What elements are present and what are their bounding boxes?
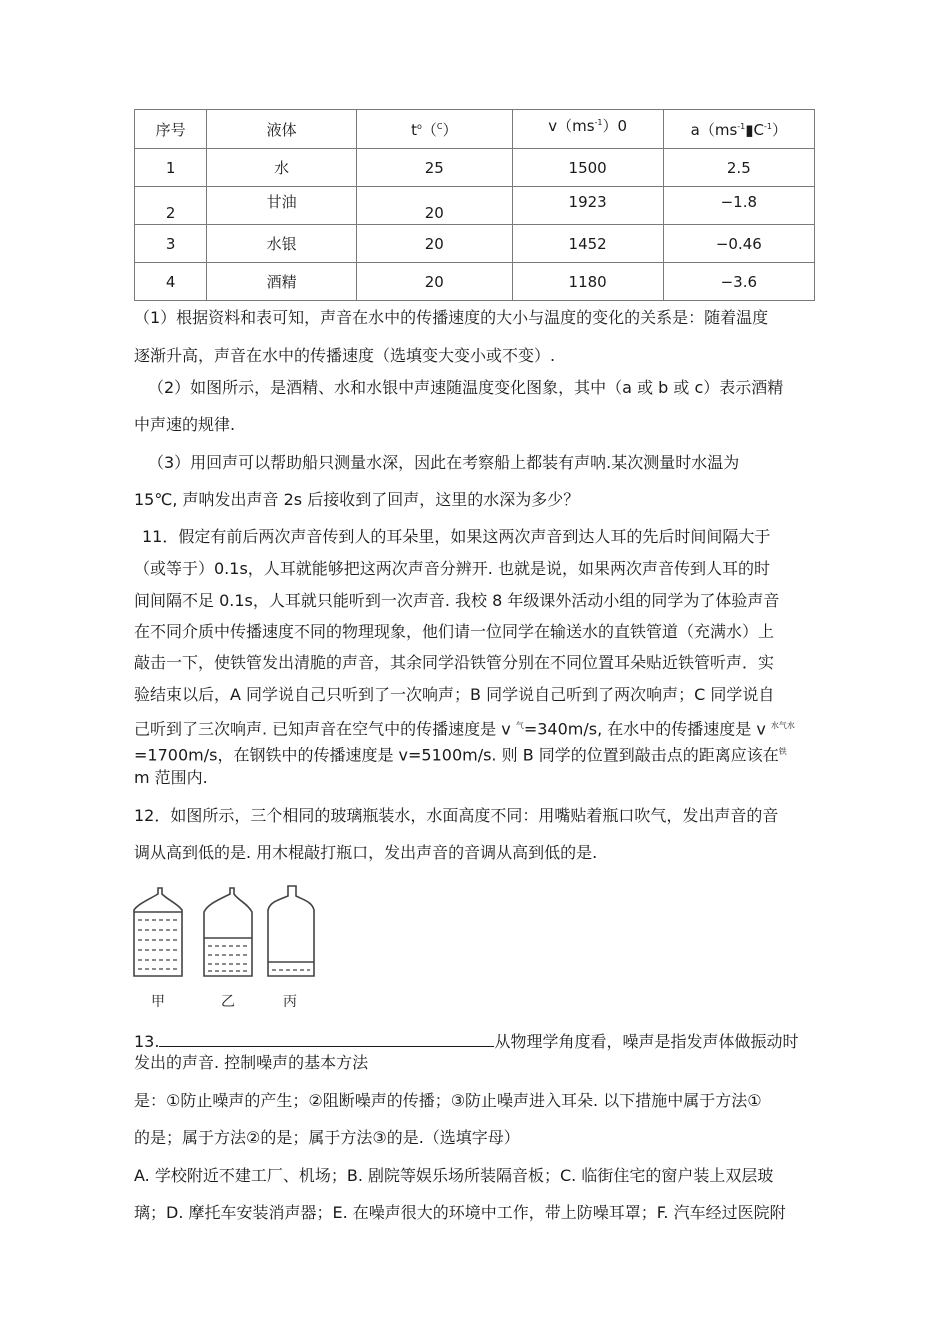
q10-part2-line2: 中声速的规律. xyxy=(134,415,236,434)
q10-part3-line1: （3）用回声可以帮助船只测量水深，因此在考察船上都装有声呐.某次测量时水温为 xyxy=(148,453,740,472)
q10-part3-line2: 15℃, 声呐发出声音 2s 后接收到了回声，这里的水深为多少？ xyxy=(134,490,580,509)
q11-line8: =1700m/s，在钢铁中的传播速度是 v=5100m/s. 则 B 同学的位置到敲击点的距离应该在$^铁$ xyxy=(134,745,787,765)
q11-line1: 11．假定有前后两次声音传到人的耳朵里，如果这两次声音到达人耳的先后时间间隔大于 xyxy=(142,527,771,546)
q13-line3: 是：①防止噪声的产生；②阻断噪声的传播；③防止噪声进入耳朵. 以下措施中属于方法① xyxy=(134,1091,762,1110)
speed-table xyxy=(134,109,815,301)
answer-blank xyxy=(159,1030,494,1047)
header-coefficient: $a(ms^{-1}▮C^{-1})$ xyxy=(663,110,814,149)
q13-line2: 发出的声音. 控制噪声的基本方法 xyxy=(134,1053,369,1072)
q13-line4: 的是；属于方法②的是；属于方法③的是.（选填字母） xyxy=(134,1128,520,1147)
header-velocity: $v(ms^{-1})0$ xyxy=(512,110,663,149)
q11-line5: 敲击一下，使铁管发出清脆的声音，其余同学沿铁管分别在不同位置耳朵贴近铁管听声．实 xyxy=(134,653,775,672)
cell-liquid: 水 xyxy=(207,149,357,187)
cell-temperature: 25 xyxy=(356,149,512,187)
cell-liquid: 酒精 xyxy=(207,263,357,301)
bottle-jia xyxy=(134,888,182,976)
q10-part1-line1: （1）根据资料和表可知，声音在水中的传播速度的大小与温度的变化的关系是：随着温度 xyxy=(134,308,769,327)
header-temperature: $t^o(^C)$ xyxy=(356,110,512,149)
bottles-figure xyxy=(130,880,330,1015)
q13-options-line2: 璃；D. 摩托车安装消声器；E. 在噪声很大的环境中工作，带上防噪耳罩；F. 汽车经过医院附 xyxy=(134,1203,786,1222)
cell-temperature: 20 xyxy=(356,225,512,263)
cell-index: 2 xyxy=(135,187,207,225)
table-row xyxy=(135,263,815,301)
bottle-label-yi: 乙 xyxy=(221,994,235,1010)
q11-line2: （或等于）0.1s，人耳就能够把这两次声音分辨开. 也就是说，如果两次声音传到人耳的时 xyxy=(134,559,770,578)
table-header-row xyxy=(135,110,815,149)
cell-liquid: 水银 xyxy=(207,225,357,263)
cell-coefficient: 2.5 xyxy=(663,149,814,187)
q12-line2: 调从高到低的是. 用木棍敲打瓶口，发出声音的音调从高到低的是. xyxy=(134,843,598,862)
cell-velocity: 1500 xyxy=(512,149,663,187)
cell-liquid: 甘油 xyxy=(207,187,357,225)
cell-temperature: 20 xyxy=(356,263,512,301)
cell-coefficient: −3.6 xyxy=(663,263,814,301)
cell-coefficient: −1.8 xyxy=(663,187,814,225)
q11-line7: 己听到了三次响声. 已知声音在空气中的传播速度是 v $^气$=340m/s, 在水中的传播速度是 v $^{水气水}$ xyxy=(134,719,795,739)
bottle-label-bing: 丙 xyxy=(283,994,297,1010)
q11-line9: m 范围内. xyxy=(134,768,208,787)
q11-line4: 在不同介质中传播速度不同的物理现象，他们请一位同学在输送水的直铁管道（充满水）上 xyxy=(134,622,775,641)
cell-coefficient: −0.46 xyxy=(663,225,814,263)
header-index: 序号 xyxy=(135,110,207,149)
q11-line3: 间间隔不足 0.1s，人耳就只能听到一次声音. 我校 8 年级课外活动小组的同学为了体验声音 xyxy=(134,591,780,610)
header-liquid: 液体 xyxy=(207,110,357,149)
cell-velocity: 1180 xyxy=(512,263,663,301)
table-row xyxy=(135,225,815,263)
q10-part1-line2: 逐渐升高，声音在水中的传播速度（选填变大变小或不变）. xyxy=(134,346,556,365)
cell-velocity: 1923 xyxy=(512,187,663,225)
q11-line6: 验结束以后，A 同学说自己只听到了一次响声；B 同学说自己听到了两次响声；C 同学说自 xyxy=(134,685,775,704)
cell-index: 3 xyxy=(135,225,207,263)
q13-line1: 13. 从物理学角度看，噪声是指发声体做振动时 xyxy=(134,1032,799,1051)
q13-options-line1: A. 学校附近不建工厂、机场；B. 剧院等娱乐场所装隔音板；C. 临街住宅的窗户装上双层玻 xyxy=(134,1166,774,1185)
q10-part2-line1: （2）如图所示，是酒精、水和水银中声速随温度变化图象，其中（a 或 b 或 c）表示酒精 xyxy=(148,378,784,397)
table-row xyxy=(135,187,815,225)
cell-velocity: 1452 xyxy=(512,225,663,263)
q12-line1: 12．如图所示，三个相同的玻璃瓶装水，水面高度不同：用嘴贴着瓶口吹气，发出声音的音 xyxy=(134,806,779,825)
cell-index: 1 xyxy=(135,149,207,187)
cell-temperature: 20 xyxy=(356,187,512,225)
table-row xyxy=(135,149,815,187)
bottle-yi xyxy=(204,888,252,976)
bottle-label-jia: 甲 xyxy=(151,994,165,1010)
cell-index: 4 xyxy=(135,263,207,301)
